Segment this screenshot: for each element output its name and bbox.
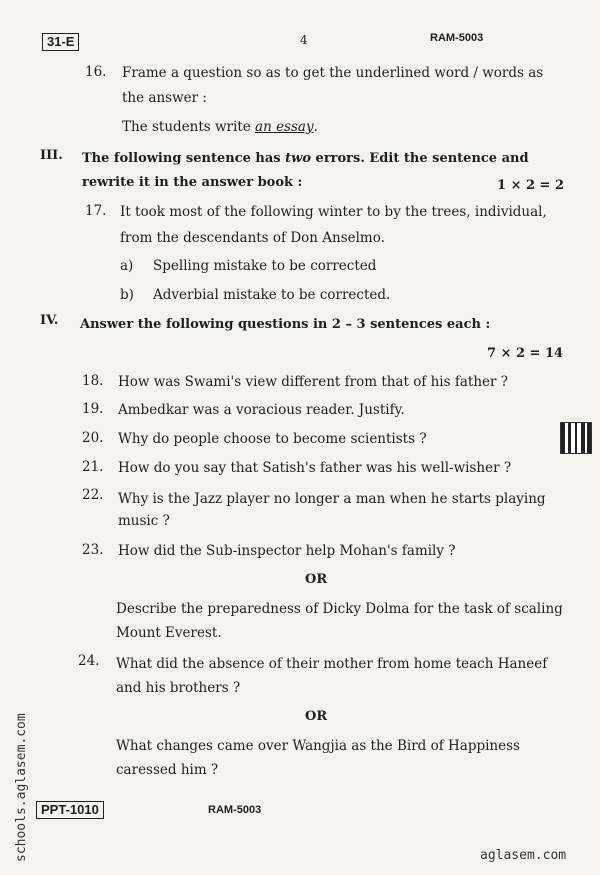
- option-label: a): [120, 258, 134, 274]
- side-watermark: schools.aglasem.com: [14, 713, 29, 862]
- option-text: Spelling mistake to be corrected: [153, 258, 377, 274]
- question-example: [122, 118, 318, 136]
- paper-code-header: RAM-5003: [430, 32, 484, 44]
- question-number: 18.: [82, 373, 104, 389]
- question-number: 23.: [82, 542, 104, 558]
- section-heading: rewrite it in the answer book :: [82, 175, 303, 190]
- question-alt-text: Describe the preparedness of Dicky Dolma for the task of scaling: [116, 601, 563, 617]
- question-number: 19.: [82, 401, 104, 417]
- question-number: 24.: [78, 653, 100, 669]
- paper-code-footer: RAM-5003: [208, 804, 262, 816]
- example-prefix: The students write: [122, 119, 256, 135]
- section-roman: III.: [40, 148, 63, 163]
- question-number: 22.: [82, 487, 104, 503]
- or-separator: OR: [305, 709, 328, 724]
- option-text: Adverbial mistake to be corrected.: [153, 287, 391, 303]
- question-text: What did the absence of their mother from home teach Haneef: [116, 656, 548, 672]
- heading-italic: two: [285, 151, 312, 166]
- question-text: How was Swami's view different from that of his father ?: [118, 374, 508, 390]
- question-number: 16.: [85, 64, 107, 80]
- page-number: 4: [300, 33, 308, 47]
- bottom-watermark: aglasem.com: [480, 848, 567, 863]
- question-text: Ambedkar was a voracious reader. Justify.: [118, 402, 405, 418]
- question-text: Frame a question so as to get the underlined word / words as: [122, 65, 544, 81]
- option-label: b): [120, 287, 134, 303]
- question-text: How do you say that Satish's father was his well-wisher ?: [118, 460, 512, 476]
- question-number: 21.: [82, 459, 104, 475]
- section-heading: [82, 150, 529, 168]
- page-code-box: 31-E: [42, 33, 79, 51]
- question-text: Why do people choose to become scientists ?: [118, 431, 427, 447]
- question-text: How did the Sub-inspector help Mohan's family ?: [118, 543, 456, 559]
- question-number: 17.: [85, 203, 107, 219]
- question-text: music ?: [118, 513, 170, 529]
- question-text: the answer :: [122, 90, 207, 106]
- section-marks: 1 × 2 = 2: [497, 178, 565, 193]
- or-separator: OR: [305, 572, 328, 587]
- question-text: It took most of the following winter to by the trees, individual,: [120, 204, 547, 220]
- question-text: and his brothers ?: [116, 680, 241, 696]
- question-number: 20.: [82, 430, 104, 446]
- section-roman: IV.: [40, 313, 59, 328]
- question-alt-text: caressed him ?: [116, 762, 219, 778]
- ppt-code-box: PPT-1010: [36, 801, 104, 819]
- question-alt-text: What changes came over Wangjia as the Bird of Happiness: [116, 738, 520, 754]
- heading-part: The following sentence has: [82, 151, 286, 166]
- section-heading: Answer the following questions in 2 – 3 sentences each :: [80, 317, 491, 332]
- qr-code-icon: [560, 422, 592, 454]
- heading-part: errors. Edit the sentence and: [311, 151, 529, 166]
- section-marks: 7 × 2 = 14: [487, 346, 564, 361]
- example-suffix: .: [313, 119, 318, 135]
- question-text: Why is the Jazz player no longer a man when he starts playing: [118, 491, 546, 507]
- question-text: from the descendants of Don Anselmo.: [120, 230, 385, 246]
- underlined-answer: an essay: [255, 119, 314, 135]
- question-alt-text: Mount Everest.: [116, 625, 222, 641]
